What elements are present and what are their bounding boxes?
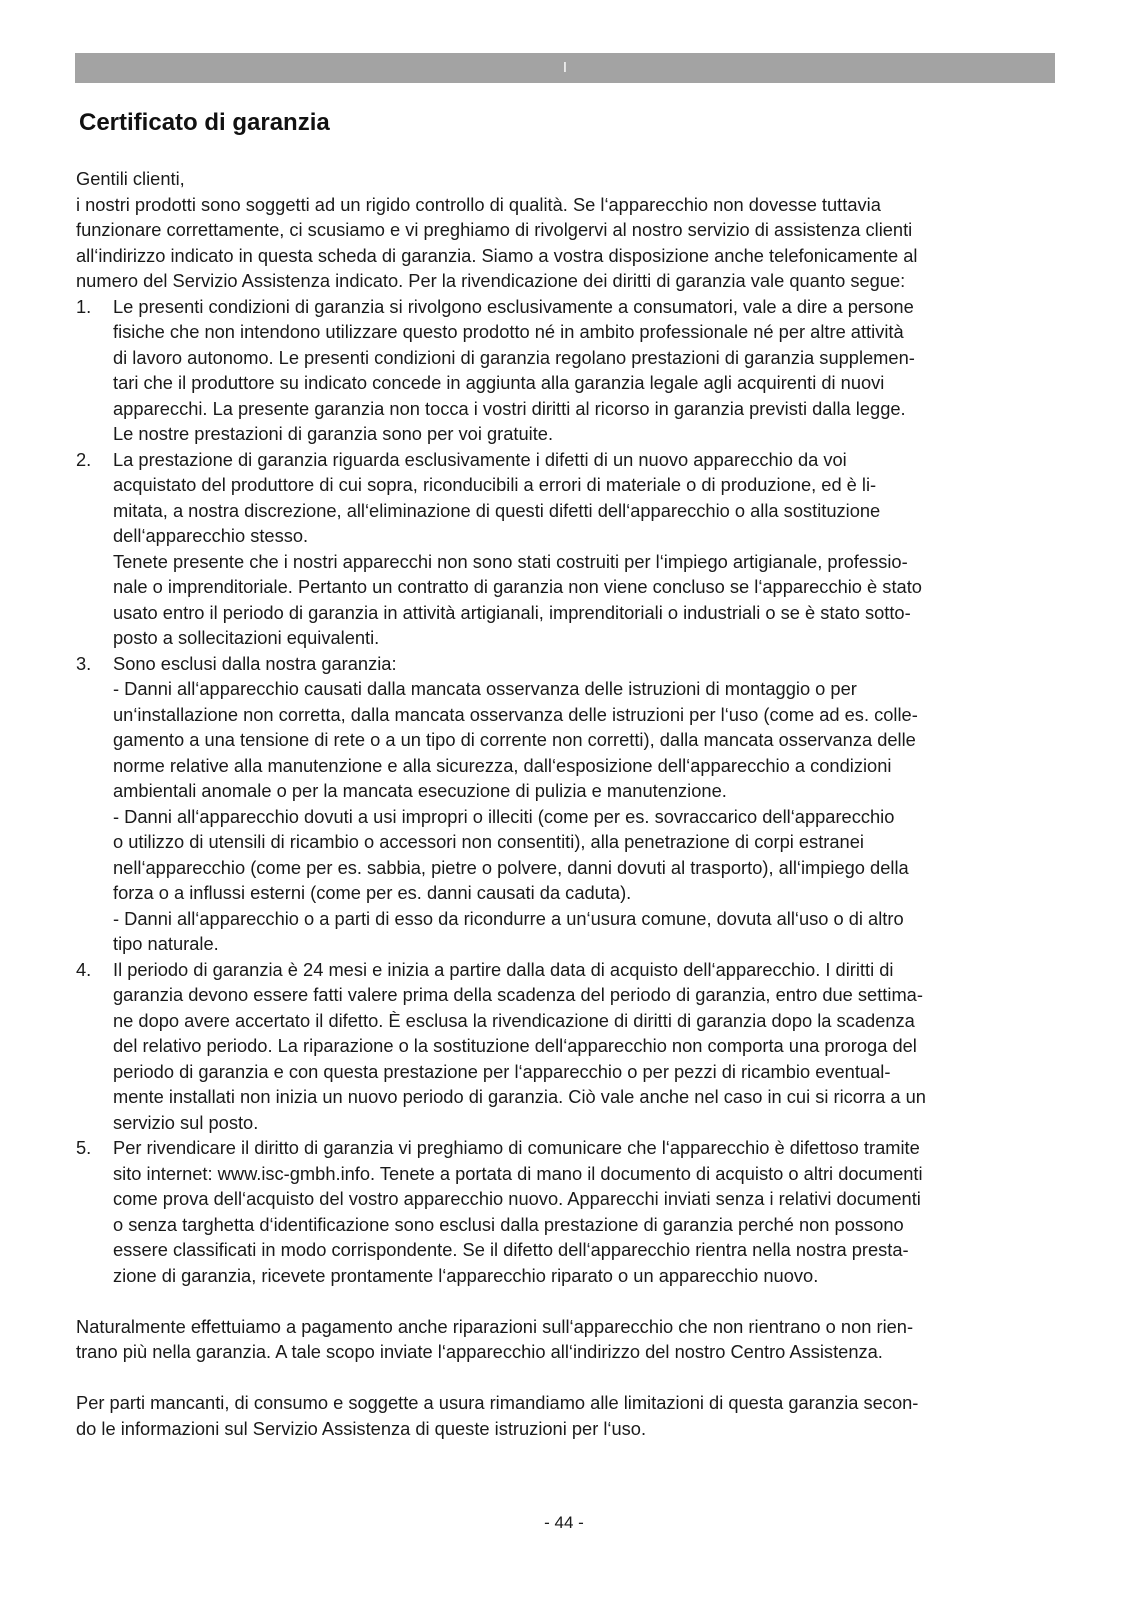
term-line: acquistato del produttore di cui sopra, riconducibili a errori di materiale o di produzione, ed è li- [113, 474, 877, 495]
intro-line: i nostri prodotti sono soggetti ad un rigido controllo di qualità. Se l‘apparecchio non dovesse tuttavia [76, 193, 881, 215]
term-line: Sono esclusi dalla nostra garanzia: [113, 652, 397, 674]
term-line: sito internet: www.isc-gmbh.info. Tenete a portata di mano il documento di acquisto o altri documenti [113, 1162, 923, 1184]
page-number: - 44 - [544, 1513, 584, 1532]
term-number: 5. [76, 1137, 92, 1158]
term-line: ne dopo avere accertato il difetto. È esclusa la rivendicazione di diritti di garanzia dopo la scadenza [113, 1009, 915, 1031]
term-line: usato entro il periodo di garanzia in attività artigianali, imprenditoriali o industriali o se è stato sotto- [113, 601, 911, 623]
term-line: mitata, a nostra discrezione, all‘eliminazione di questi difetti dell‘apparecchio o alla sostituzione [113, 499, 881, 521]
intro-line: funzionare correttamente, ci scusiamo e vi preghiamo di rivolgervi al nostro servizio di assistenza clienti [76, 219, 913, 240]
paragraph-line: do le informazioni sul Servizio Assistenza di queste istruzioni per l‘uso. [76, 1417, 647, 1439]
warranty-term-4 [76, 957, 1056, 1136]
term-line: norme relative alla manutenzione e alla sicurezza, dall‘esposizione dell‘apparecchio a condizioni [113, 754, 892, 776]
warranty-term-2 [76, 447, 1056, 651]
warranty-terms-list [76, 294, 1056, 1289]
term-line: Le presenti condizioni di garanzia si rivolgono esclusivamente a consumatori, vale a dire a persone [113, 295, 914, 317]
paragraph-line: Per parti mancanti, di consumo e soggette a usura rimandiamo alle limitazioni di questa garanzia secon- [76, 1392, 919, 1413]
term-line: ambientali anomale o per la mancata esecuzione di pulizia e manutenzione. [113, 780, 727, 801]
term-line: un‘installazione non corretta, dalla mancata osservanza delle istruzioni per l‘uso (come ad es. colle- [113, 703, 918, 725]
language-header-bar [75, 53, 1055, 83]
paid-repairs-paragraph [76, 1314, 1056, 1365]
intro-line: numero del Servizio Assistenza indicato. Per la rivendicazione dei diritti di garanzia vale quanto segue: [76, 270, 906, 291]
term-line: nale o imprenditoriale. Pertanto un contratto di garanzia non viene concluso se l‘apparecchio è stato [113, 576, 922, 597]
term-line: o senza targhetta d‘identificazione sono esclusi dalla prestazione di garanzia perché non possono [113, 1213, 904, 1235]
term-line: garanzia devono essere fatti valere prima della scadenza del periodo di garanzia, entro due settima- [113, 984, 923, 1005]
term-line: - Danni all‘apparecchio dovuti a usi impropri o illeciti (come per es. sovraccarico dell‘apparecchio [113, 805, 895, 827]
term-line: posto a sollecitazioni equivalenti. [113, 627, 380, 648]
term-line: o utilizzo di utensili di ricambio o accessori non consentiti), alla penetrazione di corpi estranei [113, 831, 864, 852]
term-line: dell‘apparecchio stesso. [113, 525, 309, 546]
term-line: zione di garanzia, ricevete prontamente l‘apparecchio riparato o un apparecchio nuovo. [113, 1264, 819, 1286]
term-line: nell‘apparecchio (come per es. sabbia, pietre o polvere, danni dovuti al trasporto), all‘impiego della [113, 856, 909, 878]
warranty-term-1 [76, 294, 1056, 447]
term-line: Tenete presente che i nostri apparecchi non sono stati costruiti per l‘impiego artigianale, professio- [113, 550, 908, 572]
term-line: Per rivendicare il diritto di garanzia vi preghiamo di comunicare che l‘apparecchio è difettoso tramite [113, 1137, 920, 1158]
term-number: 2. [76, 448, 92, 470]
term-line: del relativo periodo. La riparazione o la sostituzione dell‘apparecchio non comporta una proroga del [113, 1035, 917, 1056]
intro-line: all‘indirizzo indicato in questa scheda di garanzia. Siamo a vostra disposizione anche telefonicamente al [76, 244, 918, 266]
paragraph-line: Naturalmente effettuiamo a pagamento anche riparazioni sull‘apparecchio che non rientrano o non rien- [76, 1315, 914, 1337]
greeting: Gentili clienti, [76, 168, 185, 189]
term-line: La prestazione di garanzia riguarda esclusivamente i difetti di un nuovo apparecchio da voi [113, 448, 847, 470]
term-line: tipo naturale. [113, 933, 219, 954]
term-line: mente installati non inizia un nuovo periodo di garanzia. Ciò vale anche nel caso in cui si ricorra a un [113, 1086, 926, 1107]
term-line: tari che il produttore su indicato concede in aggiunta alla garanzia legale agli acquirenti di nuovi [113, 372, 885, 393]
paragraph-line: trano più nella garanzia. A tale scopo inviate l‘apparecchio all‘indirizzo del nostro Centro Assistenza. [76, 1341, 883, 1362]
term-line: forza o a influssi esterni (come per es. danni causati da caduta). [113, 882, 632, 903]
page-title: Certificato di garanzia [79, 109, 330, 136]
term-line: - Danni all‘apparecchio causati dalla mancata osservanza delle istruzioni di montaggio o per [113, 678, 857, 699]
term-line: - Danni all‘apparecchio o a parti di esso da ricondurre a un‘usura comune, dovuta all‘uso o di altro [113, 907, 904, 929]
term-line: fisiche che non intendono utilizzare questo prodotto né in ambito professionale né per altre attività [113, 321, 904, 342]
term-number: 1. [76, 295, 92, 317]
term-number: 4. [76, 958, 92, 980]
term-line: Le nostre prestazioni di garanzia sono per voi gratuite. [113, 423, 554, 444]
term-line: servizio sul posto. [113, 1111, 259, 1133]
term-line: come prova dell‘acquisto del vostro apparecchio nuovo. Apparecchi inviati senza i relativi documenti [113, 1188, 921, 1209]
term-line: di lavoro autonomo. Le presenti condizioni di garanzia regolano prestazioni di garanzia supplemen- [113, 346, 915, 368]
intro-paragraph [76, 192, 1056, 294]
term-line: Il periodo di garanzia è 24 mesi e inizia a partire dalla data di acquisto dell‘apparecchio. I diritti di [113, 958, 894, 980]
term-line: periodo di garanzia e con questa prestazione per l‘apparecchio o per pezzi di ricambio eventual- [113, 1060, 891, 1082]
missing-parts-paragraph [76, 1390, 1056, 1441]
language-marker: I [562, 59, 568, 76]
term-line: apparecchi. La presente garanzia non tocca i vostri diritti al ricorso in garanzia previsti dalla legge. [113, 397, 906, 419]
warranty-term-3 [76, 651, 1056, 957]
term-line: gamento a una tensione di rete o a un tipo di corrente non corretti), dalla mancata osservanza delle [113, 729, 916, 750]
term-number: 3. [76, 652, 92, 674]
term-line: essere classificati in modo corrispondente. Se il difetto dell‘apparecchio rientra nella nostra presta- [113, 1239, 909, 1260]
warranty-content [76, 166, 1056, 1441]
warranty-term-5 [76, 1135, 1056, 1288]
